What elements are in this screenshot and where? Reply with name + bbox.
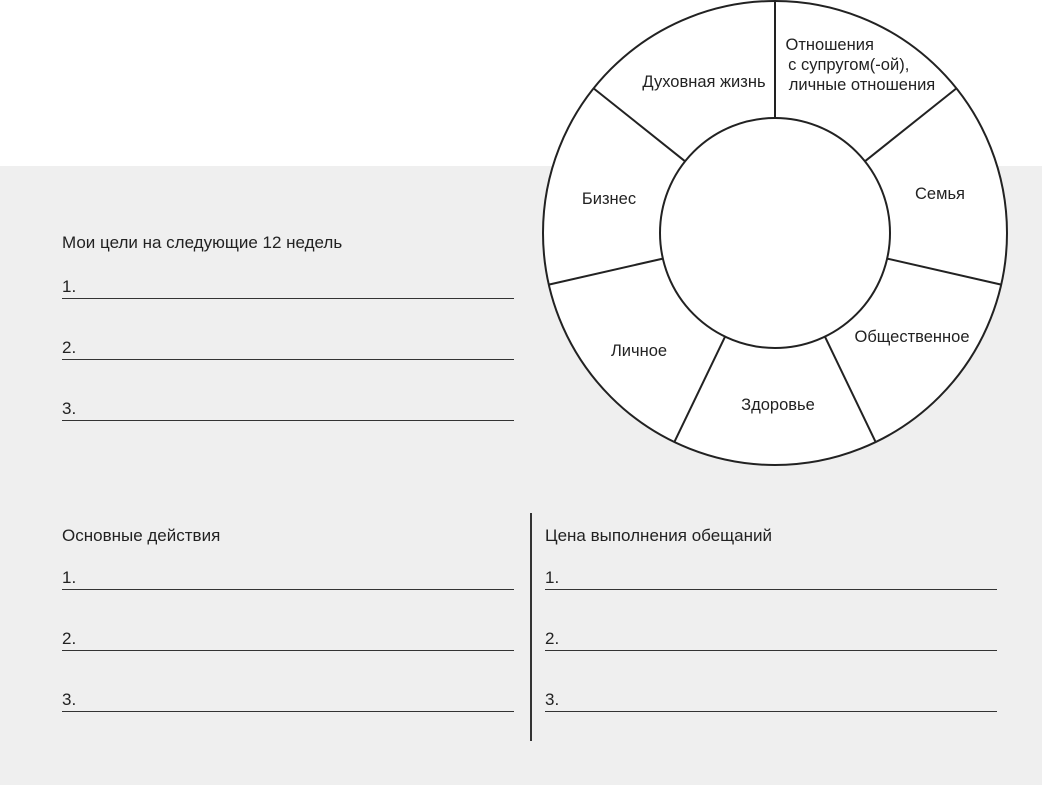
segment-health-label[interactable]: Здоровье [741,396,815,414]
segment-family-label[interactable]: Семья [915,185,965,203]
action-line-3[interactable]: 3. [62,690,514,712]
goal-line-3[interactable]: 3. [62,399,514,421]
goals-heading: Мои цели на следующие 12 недель [62,233,343,252]
segment-relationships-line-1: Отношения [785,36,874,54]
wheel-inner-circle[interactable] [660,118,890,348]
segment-social-label[interactable]: Общественное [854,328,970,346]
segment-personal-label[interactable]: Личное [610,342,668,360]
segment-relationships-label[interactable] [786,36,936,94]
price-line-2[interactable]: 2. [545,629,997,651]
goal-line-2[interactable]: 2. [62,338,514,360]
segment-spiritual-label[interactable]: Духовная жизнь [642,73,766,91]
goal-line-1[interactable]: 1. [62,277,514,299]
action-line-1[interactable]: 1. [62,568,514,590]
segment-business-label[interactable]: Бизнес [581,190,637,208]
price-line-1[interactable]: 1. [545,568,997,590]
segment-relationships-line-2: с супругом(-ой), [788,56,910,74]
segment-relationships-line-3: личные отношения [788,76,936,94]
action-line-2[interactable]: 2. [62,629,514,651]
price-line-3[interactable]: 3. [545,690,997,712]
actions-heading: Основные действия [62,526,221,545]
price-heading: Цена выполнения обещаний [545,526,772,545]
